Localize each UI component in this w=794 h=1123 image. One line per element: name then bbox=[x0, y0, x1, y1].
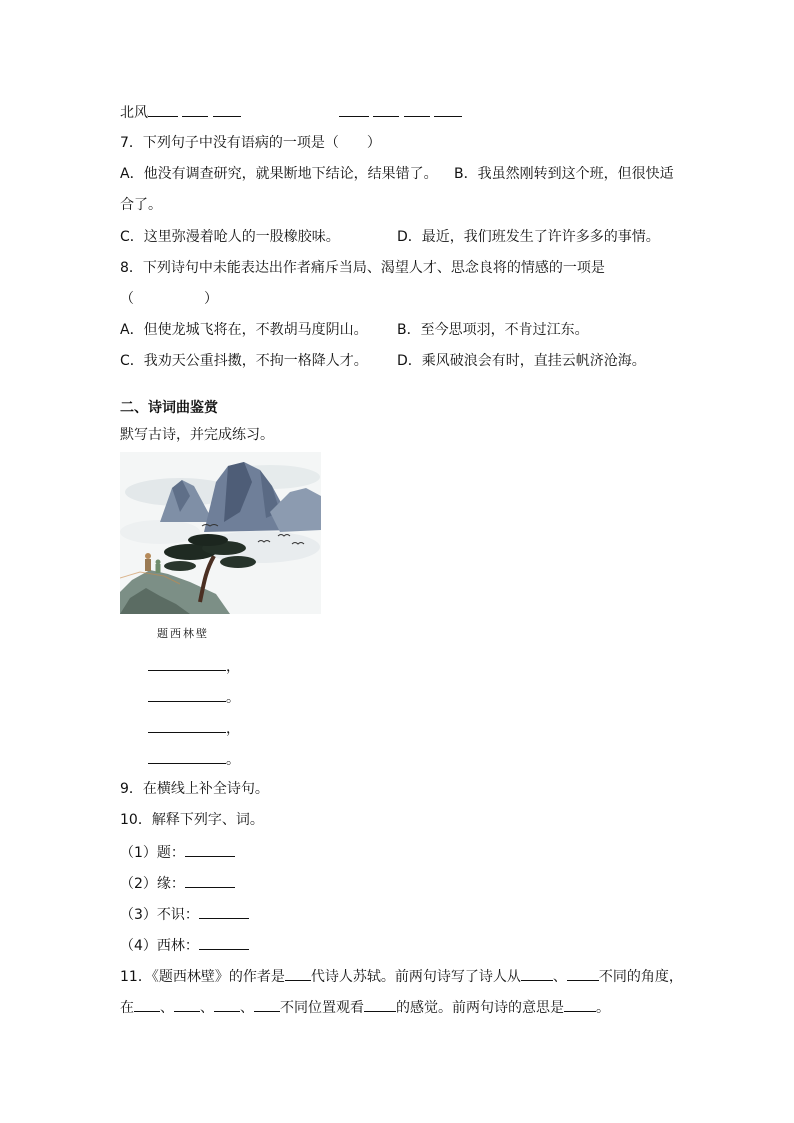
blank[interactable] bbox=[339, 102, 369, 117]
punctuation: 。 bbox=[226, 690, 240, 706]
q10-item-4 bbox=[120, 935, 249, 956]
q11-line-1 bbox=[120, 966, 683, 987]
q11-text: 代诗人苏轼。前两句诗写了诗人从 bbox=[310, 969, 521, 985]
q10-item-1-label: （1）题： bbox=[120, 845, 185, 861]
q10-item-2 bbox=[120, 873, 235, 894]
blank[interactable] bbox=[564, 997, 596, 1012]
q7-option-b-continued: 合了。 bbox=[120, 197, 162, 213]
q7-option-b: B．我虽然刚转到这个班，但很快适 bbox=[454, 166, 674, 182]
section-title: 二、诗词曲鉴赏 bbox=[120, 400, 218, 416]
poem-line-1 bbox=[148, 656, 240, 677]
q11-text: 11．《题西林壁》的作者是 bbox=[120, 969, 285, 985]
punctuation: ， bbox=[226, 659, 240, 675]
blank[interactable] bbox=[285, 966, 311, 981]
answer-line-beifeng bbox=[120, 102, 462, 123]
blank[interactable] bbox=[148, 687, 226, 702]
q8-option-b: B．至今思项羽，不肯过江东。 bbox=[397, 322, 589, 338]
q8-option-a: A．但使龙城飞将在，不教胡马度阴山。 bbox=[120, 322, 368, 338]
blank[interactable] bbox=[199, 935, 249, 950]
section-intro: 默写古诗，并完成练习。 bbox=[120, 427, 274, 443]
q10-item-4-label: （4）西林： bbox=[120, 938, 199, 954]
blank[interactable] bbox=[567, 966, 599, 981]
q7-option-c: C．这里弥漫着呛人的一股橡胶味。 bbox=[120, 229, 340, 245]
q8-answer-paren[interactable]: （ ） bbox=[120, 291, 218, 307]
punctuation: 。 bbox=[226, 752, 240, 768]
blank[interactable] bbox=[148, 749, 226, 764]
poem-line-2 bbox=[148, 687, 240, 708]
q8-option-c: C．我劝天公重抖擞，不拘一格降人才。 bbox=[120, 353, 368, 369]
q10-stem: 10．解释下列字、词。 bbox=[120, 812, 264, 828]
blank[interactable] bbox=[185, 842, 235, 857]
q7-option-d: D．最近，我们班发生了许许多多的事情。 bbox=[397, 229, 660, 245]
q11-text: 不同的角度， bbox=[598, 969, 683, 985]
blank[interactable] bbox=[199, 904, 249, 919]
blank[interactable] bbox=[148, 102, 178, 117]
q8-option-d: D．乘风破浪会有时，直挂云帆济沧海。 bbox=[397, 353, 646, 369]
blank[interactable] bbox=[182, 102, 208, 117]
punctuation: ， bbox=[226, 721, 240, 737]
blank[interactable] bbox=[254, 997, 280, 1012]
blank[interactable] bbox=[213, 102, 241, 117]
q11-text: 。 bbox=[596, 1000, 610, 1016]
q8-stem: 8．下列诗句中未能表达出作者痛斥当局、渴望人才、思念良将的情感的一项是 bbox=[120, 260, 605, 276]
q11-text: 、 bbox=[552, 969, 567, 985]
q9-text: 9．在横线上补全诗句。 bbox=[120, 781, 269, 797]
blank[interactable] bbox=[148, 656, 226, 671]
blank[interactable] bbox=[404, 102, 430, 117]
q10-item-3 bbox=[120, 904, 249, 925]
q7-option-a-text: A．他没有调查研究，就果断地下结论，结果错了。 bbox=[120, 166, 438, 182]
blank[interactable] bbox=[148, 718, 226, 733]
blank[interactable] bbox=[521, 966, 553, 981]
blank[interactable] bbox=[434, 102, 462, 117]
q10-item-3-label: （3）不识： bbox=[120, 907, 199, 923]
q7-stem: 7．下列句子中没有语病的一项是（ ） bbox=[120, 135, 381, 151]
q7-option-a bbox=[120, 164, 438, 184]
q10-item-1 bbox=[120, 842, 235, 863]
blank[interactable] bbox=[214, 997, 240, 1012]
blank[interactable] bbox=[134, 997, 160, 1012]
q11-text: 在 bbox=[120, 1000, 134, 1016]
q11-text: 的感觉。前两句诗的意思是 bbox=[396, 1000, 564, 1016]
blank[interactable] bbox=[364, 997, 396, 1012]
q11-text: 、 bbox=[160, 1000, 174, 1016]
q11-text: 、 bbox=[200, 1000, 214, 1016]
blank[interactable] bbox=[185, 873, 235, 888]
q10-item-2-label: （2）缘： bbox=[120, 876, 185, 892]
poem-title-caption: 题西林壁 bbox=[157, 627, 209, 640]
label-beifeng: 北风 bbox=[120, 105, 148, 121]
blank[interactable] bbox=[174, 997, 200, 1012]
poem-line-4 bbox=[148, 749, 240, 770]
blank[interactable] bbox=[373, 102, 399, 117]
q11-line-2 bbox=[120, 997, 610, 1018]
landscape-painting-image bbox=[120, 452, 321, 614]
poem-line-3 bbox=[148, 718, 240, 739]
q11-text: 、 bbox=[240, 1000, 254, 1016]
q11-text: 不同位置观看 bbox=[280, 1000, 364, 1016]
